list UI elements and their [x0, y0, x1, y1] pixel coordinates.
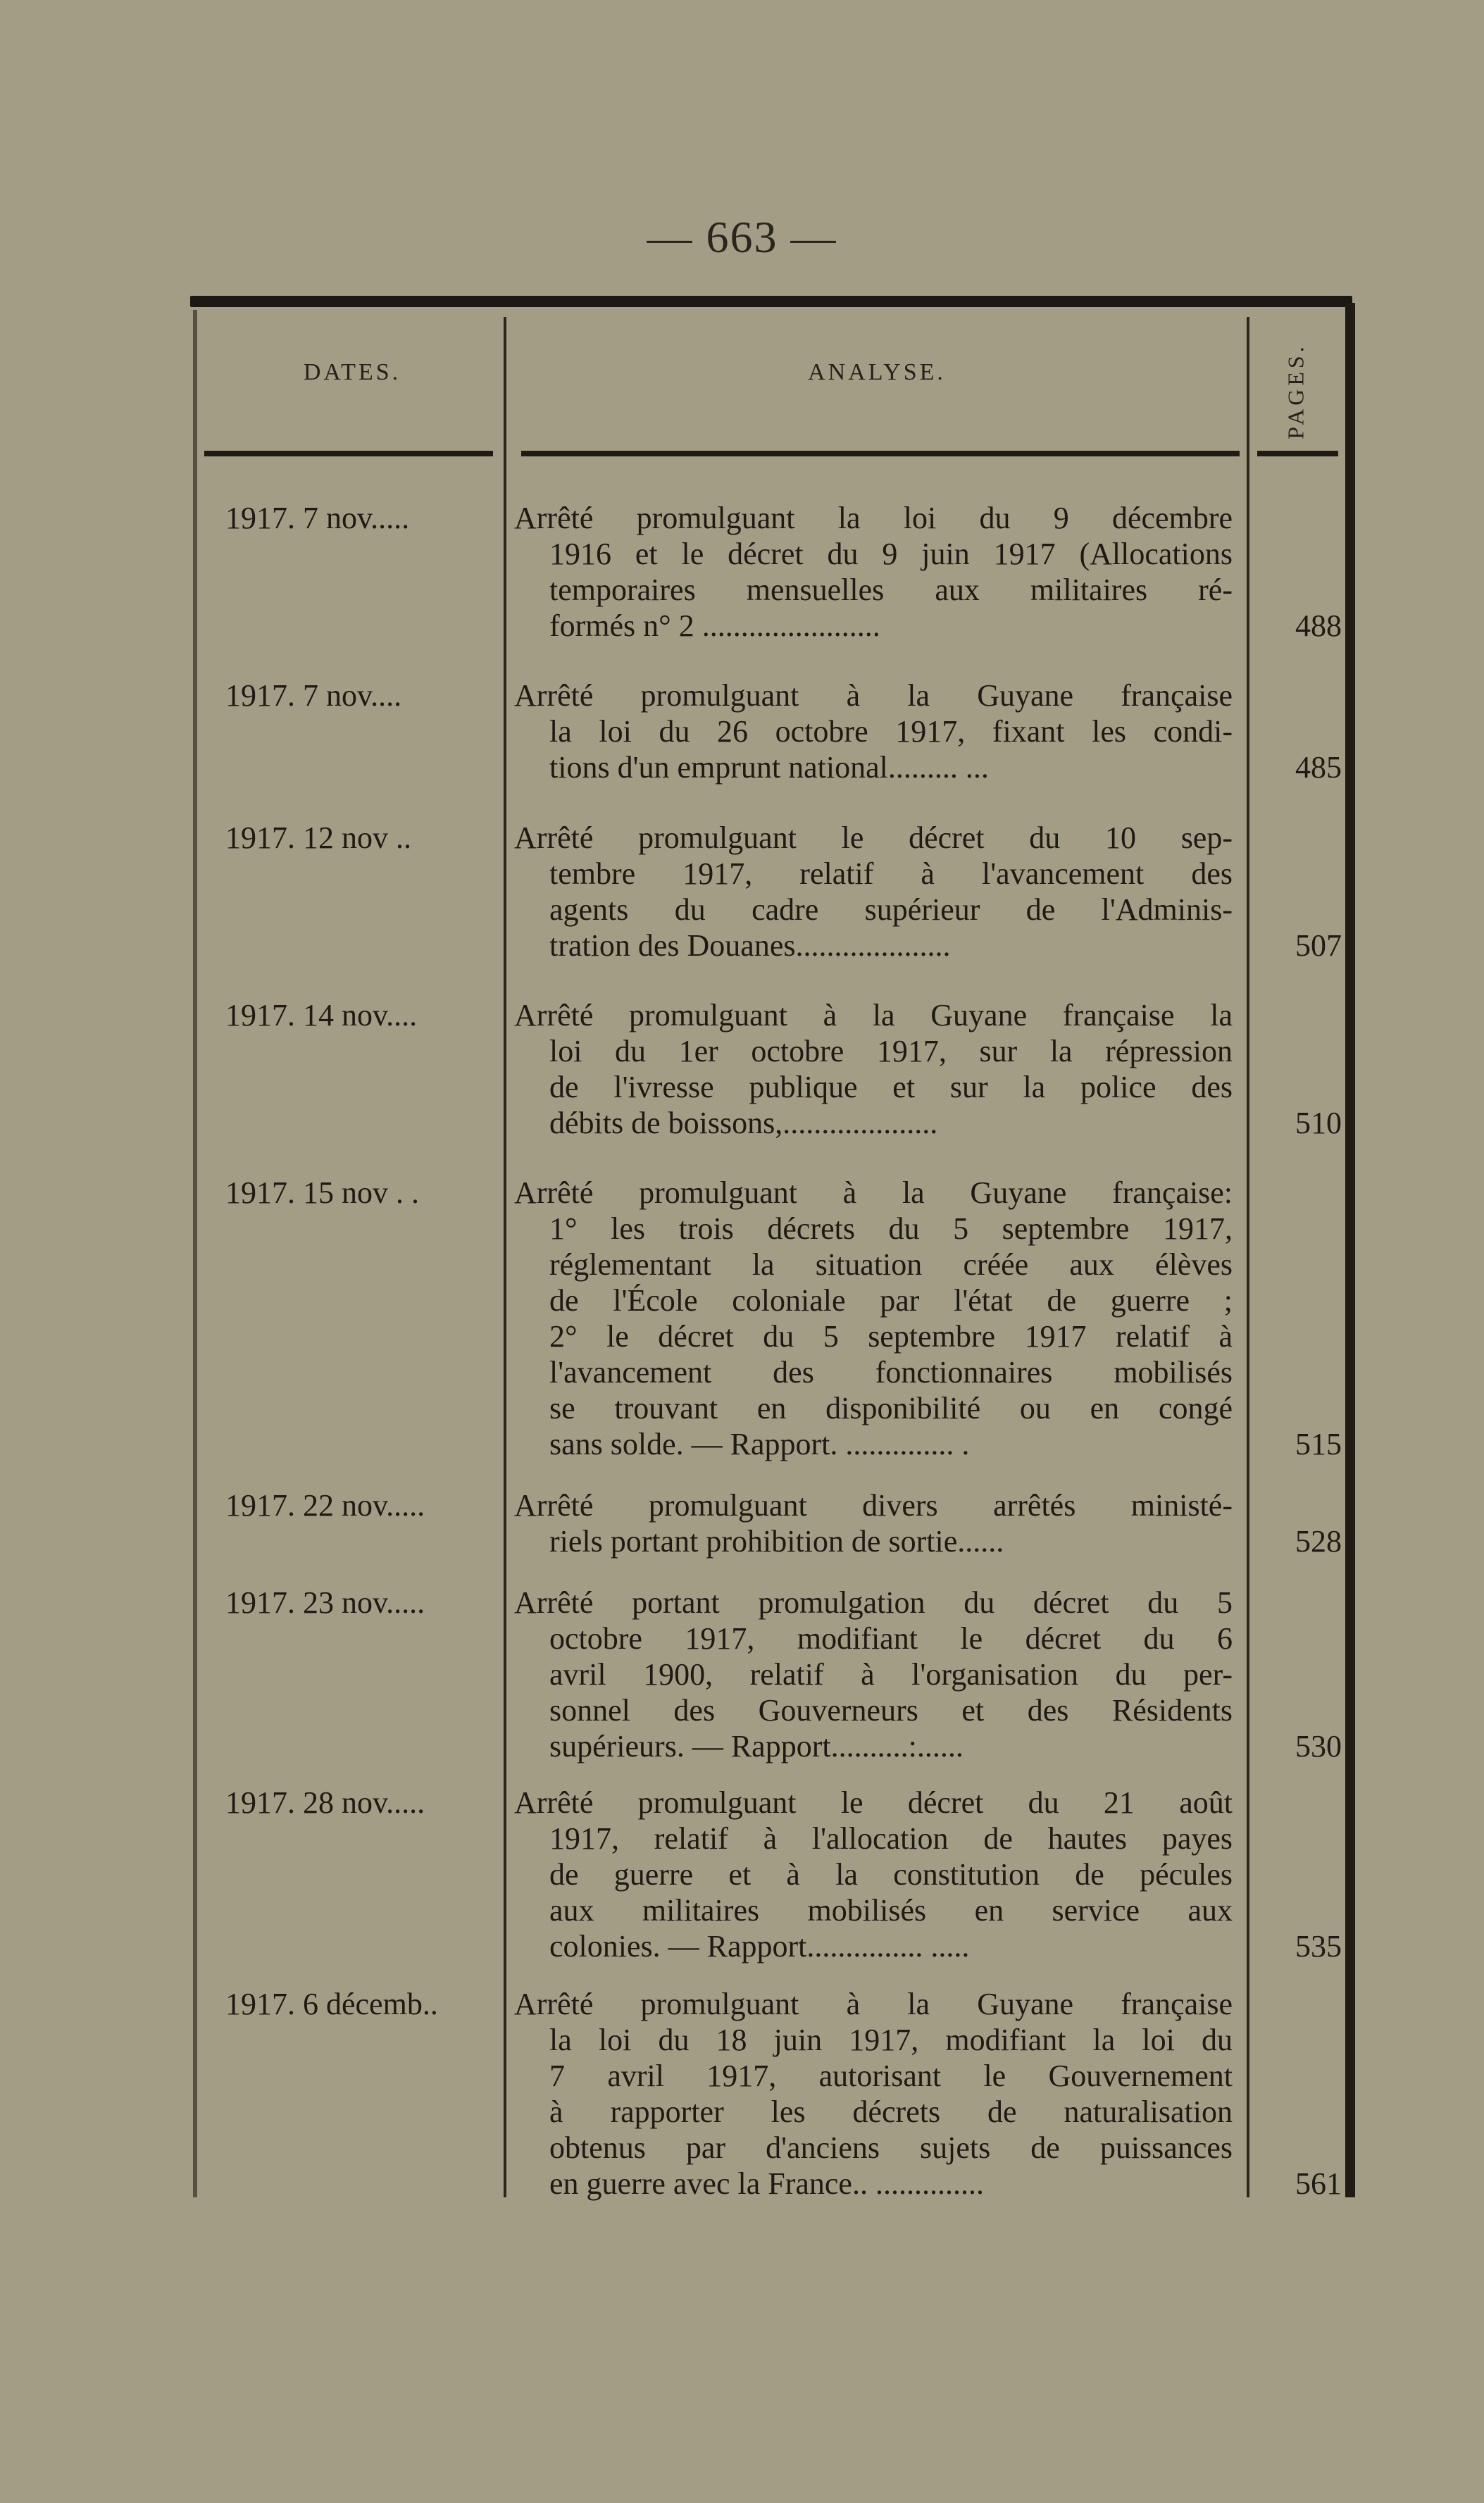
analyse-line: Arrêté promulguant le décret du 21 août — [514, 1785, 1233, 1820]
analyse-line: 2° le décret du 5 septembre 1917 relatif à — [549, 1319, 1233, 1354]
top-rule — [190, 296, 1352, 307]
entry-date: 1917. 14 nov.... — [225, 998, 418, 1032]
analyse-line: la loi du 26 octobre 1917, fixant les condi- — [549, 714, 1233, 749]
header-dates: DATES. — [303, 359, 401, 385]
entry-page: 515 — [1295, 1427, 1342, 1461]
header-pages-label: PAGES. — [1283, 342, 1309, 439]
analyse-line: tration des Douanes.................... — [549, 928, 951, 963]
analyse-line: Arrêté promulguant le décret du 10 sep- — [514, 820, 1233, 855]
entry-analyse — [514, 1487, 1233, 1559]
analyse-line: réglementant la situation créée aux élèves — [549, 1247, 1233, 1282]
analyse-line: la loi du 18 juin 1917, modifiant la loi du — [549, 2023, 1233, 2057]
analyse-line: Arrêté promulguant divers arrêtés ministé- — [514, 1488, 1233, 1523]
analyse-line: tions d'un emprunt national......... ... — [549, 750, 989, 785]
analyse-line: Arrêté promulguant la loi du 9 décembre — [514, 501, 1233, 535]
entry-page: 535 — [1295, 1929, 1342, 1964]
analyse-line: 1917, relatif à l'allocation de hautes payes — [549, 1821, 1233, 1856]
analyse-line: 1° les trois décrets du 5 septembre 1917, — [549, 1211, 1233, 1246]
entry-date: 1917. 7 nov.... — [225, 678, 402, 713]
analyse-line: à rapporter les décrets de naturalisation — [549, 2095, 1233, 2129]
column-separator — [504, 317, 506, 2197]
analyse-line: temporaires mensuelles aux militaires ré- — [549, 573, 1233, 607]
entry-page: 485 — [1295, 750, 1342, 785]
entry-analyse — [514, 678, 1233, 785]
entry-page: 561 — [1295, 2166, 1342, 2201]
entry-analyse — [514, 997, 1233, 1141]
analyse-line: agents du cadre supérieur de l'Adminis- — [549, 892, 1233, 927]
page-number: — 663 — — [647, 212, 837, 262]
analyse-line: Arrêté promulguant à la Guyane française la — [514, 998, 1233, 1032]
header-rule — [521, 451, 1240, 456]
entry-analyse — [514, 820, 1233, 963]
analyse-line: se trouvant en disponibilité ou en congé — [549, 1391, 1233, 1425]
analyse-line: 7 avril 1917, autorisant le Gouvernement — [549, 2059, 1233, 2093]
entry-analyse — [514, 1785, 1233, 1964]
entry-date: 1917. 7 nov..... — [225, 501, 410, 535]
entry-page: 507 — [1295, 928, 1342, 963]
right-rule — [1345, 303, 1355, 2197]
entry-date: 1917. 28 nov..... — [225, 1785, 425, 1820]
analyse-line: aux militaires mobilisés en service aux — [549, 1893, 1233, 1928]
analyse-line: de l'ivresse publique et sur la police des — [549, 1070, 1233, 1104]
entry-analyse — [514, 1585, 1233, 1764]
entry-date: 1917. 23 nov..... — [225, 1585, 425, 1620]
analyse-line: obtenus par d'anciens sujets de puissances — [549, 2130, 1233, 2165]
analyse-line: sans solde. — Rapport. .............. . — [549, 1427, 970, 1461]
entry-date: 1917. 12 nov .. — [225, 820, 411, 855]
entry-date: 1917. 15 nov . . — [225, 1175, 419, 1210]
entry-page: 510 — [1295, 1106, 1342, 1140]
analyse-line: supérieurs. — Rapport..........:...... — [549, 1729, 964, 1764]
entry-page: 488 — [1295, 608, 1342, 643]
analyse-line: colonies. — Rapport............... ..... — [549, 1929, 970, 1964]
analyse-line: riels portant prohibition de sortie...... — [549, 1524, 1004, 1559]
left-rule — [193, 310, 197, 2197]
header-pages — [1254, 338, 1338, 444]
entry-date: 1917. 22 nov..... — [225, 1488, 425, 1523]
index-table — [190, 296, 1352, 2201]
header-rule — [1257, 451, 1338, 456]
analyse-line: de l'École coloniale par l'état de guerre ; — [549, 1283, 1233, 1318]
header-analyse: ANALYSE. — [808, 359, 946, 385]
analyse-line: octobre 1917, modifiant le décret du 6 — [549, 1621, 1233, 1656]
analyse-line: l'avancement des fonctionnaires mobilisés — [549, 1355, 1233, 1390]
entry-page: 530 — [1295, 1729, 1342, 1764]
header-rule — [204, 451, 493, 456]
analyse-line: de guerre et à la constitution de pécules — [549, 1857, 1233, 1892]
entry-analyse — [514, 1175, 1233, 1462]
analyse-line: Arrêté promulguant à la Guyane française — [514, 1987, 1233, 2021]
analyse-line: Arrêté portant promulgation du décret du 5 — [514, 1585, 1233, 1620]
analyse-line: tembre 1917, relatif à l'avancement des — [549, 856, 1233, 891]
analyse-line: débits de boissons,.................... — [549, 1106, 938, 1140]
analyse-line: avril 1900, relatif à l'organisation du per- — [549, 1657, 1233, 1692]
entry-analyse — [514, 500, 1233, 644]
entry-page: 528 — [1295, 1524, 1342, 1559]
entry-date: 1917. 6 décemb.. — [225, 1987, 438, 2021]
analyse-line: loi du 1er octobre 1917, sur la répression — [549, 1034, 1233, 1068]
entry-analyse — [514, 1986, 1233, 2202]
column-separator — [1247, 317, 1249, 2197]
analyse-line: sonnel des Gouverneurs et des Résidents — [549, 1693, 1233, 1728]
analyse-line: Arrêté promulguant à la Guyane française: — [514, 1175, 1233, 1210]
analyse-line: en guerre avec la France.. .............. — [549, 2166, 984, 2201]
analyse-line: 1916 et le décret du 9 juin 1917 (Allocations — [549, 537, 1233, 571]
analyse-line: formés n° 2 ....................... — [549, 608, 880, 643]
analyse-line: Arrêté promulguant à la Guyane française — [514, 678, 1233, 713]
